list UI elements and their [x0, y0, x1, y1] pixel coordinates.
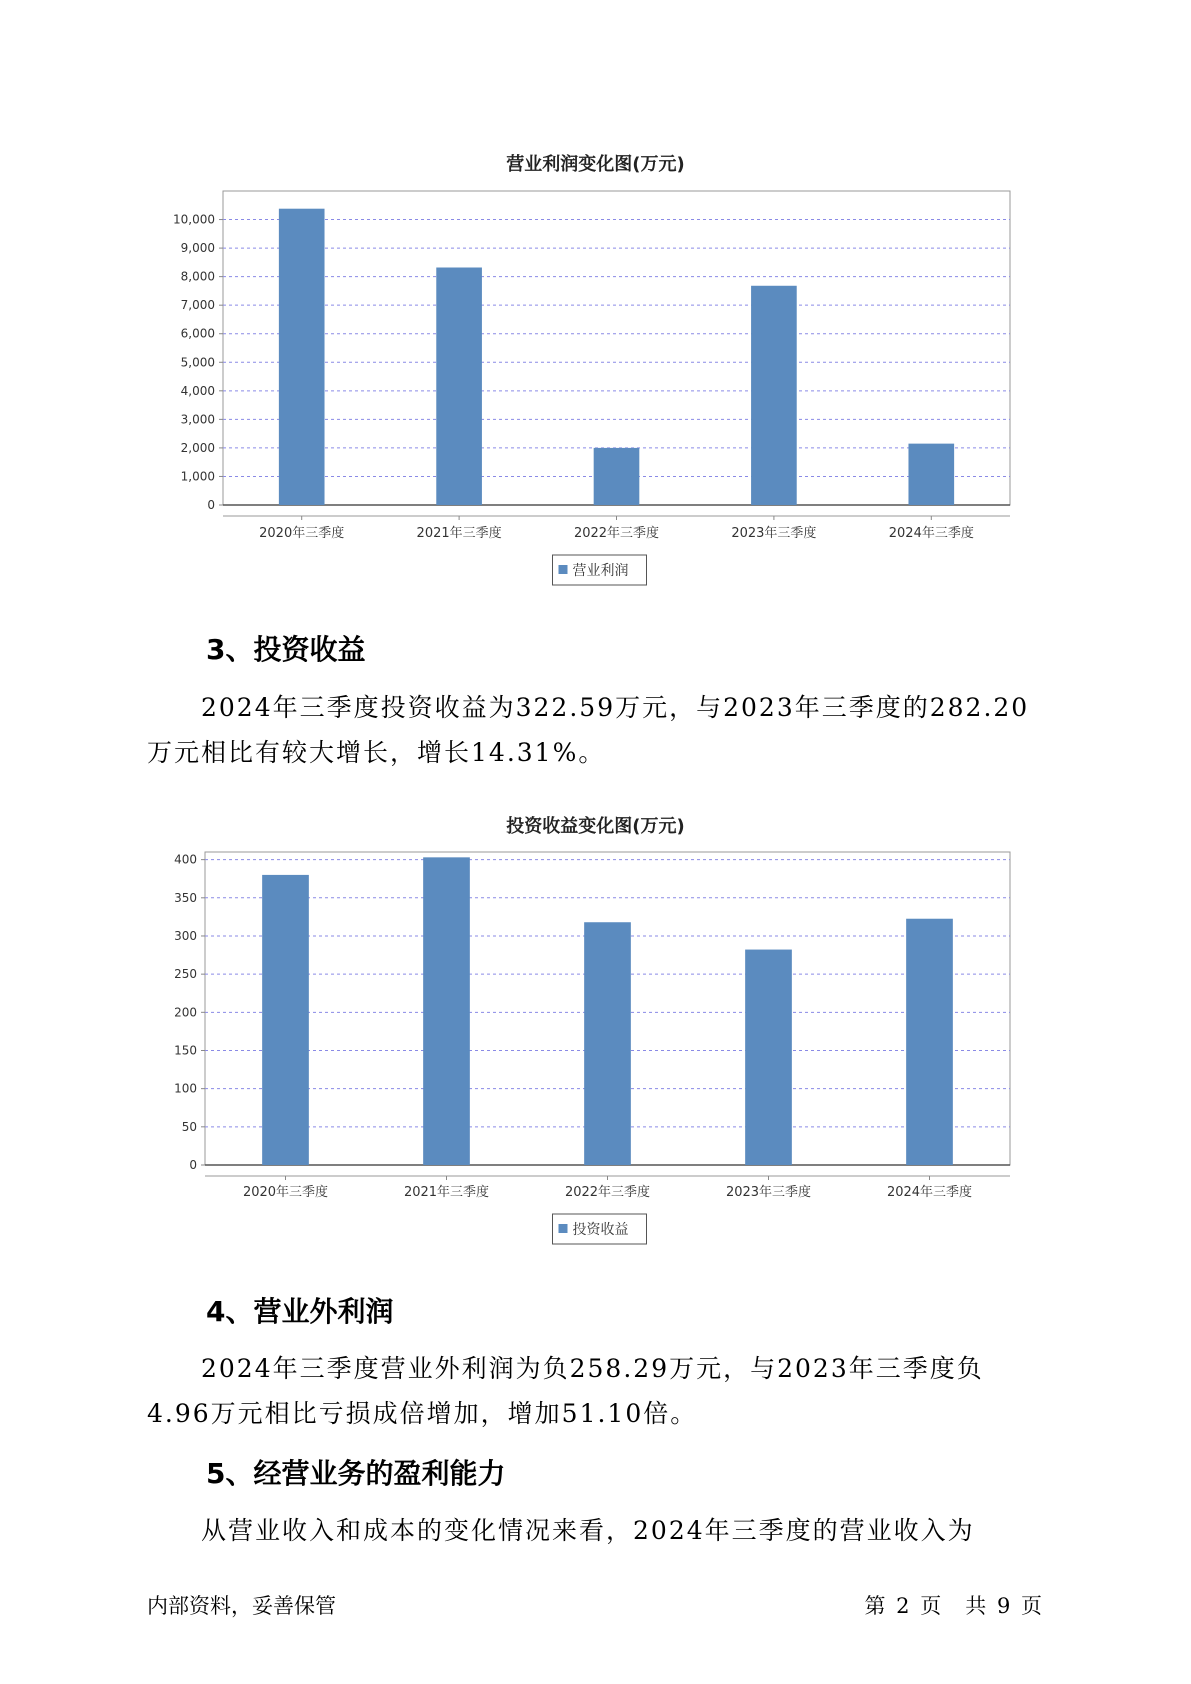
- y-tick-label: 250: [174, 967, 197, 982]
- x-tick-label: 2021年三季度: [403, 1185, 490, 1200]
- x-tick-label: 2020年三季度: [259, 526, 345, 541]
- y-tick-label: 5,000: [180, 355, 215, 370]
- y-tick-label: 1,000: [180, 469, 215, 484]
- y-tick-label: 8,000: [180, 269, 215, 284]
- bar: [262, 875, 309, 1165]
- y-tick-label: 6,000: [180, 326, 215, 341]
- page-current: 2: [896, 1594, 910, 1618]
- page-prefix: 第: [864, 1594, 886, 1618]
- y-tick-label: 400: [174, 852, 197, 867]
- y-tick-label: 300: [174, 928, 197, 943]
- y-tick-label: 4,000: [180, 383, 215, 398]
- x-tick-label: 2022年三季度: [573, 526, 660, 541]
- chart-title-operating-profit: 营业利润变化图(万元): [506, 154, 685, 175]
- paragraph-investment-income: 2024年三季度投资收益为322.59万元，与2023年三季度的282.20万元相比有较大增长，增长14.31%。: [147, 693, 1030, 767]
- legend-label: 投资收益: [572, 1222, 629, 1238]
- bar: [423, 857, 470, 1165]
- y-tick-label: 3,000: [180, 412, 215, 427]
- y-tick-label: 350: [174, 890, 197, 905]
- x-tick-label: 2022年三季度: [564, 1185, 651, 1200]
- footer-page-number: [862, 1590, 1044, 1620]
- bar: [584, 922, 631, 1165]
- section-heading-non-operating-profit: 4、营业外利润: [206, 1295, 394, 1328]
- y-tick-label: 10,000: [173, 212, 215, 227]
- paragraph-non-operating-profit: 2024年三季度营业外利润为负258.29万元，与2023年三季度负4.96万元相比亏损成倍增加，增加51.10倍。: [147, 1354, 984, 1428]
- x-tick-label: 2023年三季度: [731, 526, 817, 541]
- y-tick-label: 200: [174, 1005, 197, 1020]
- y-tick-label: 150: [174, 1043, 197, 1058]
- total-unit: 页: [1021, 1594, 1042, 1618]
- y-tick-label: 0: [189, 1158, 197, 1172]
- x-tick-label: 2024年三季度: [886, 1185, 973, 1200]
- footer-confidential-note: 内部资料，妥善保管: [147, 1594, 336, 1618]
- x-tick-label: 2020年三季度: [242, 1185, 329, 1200]
- section-heading-operating-profitability: 5、经营业务的盈利能力: [206, 1457, 506, 1490]
- bar: [906, 919, 953, 1165]
- y-tick-label: 100: [174, 1081, 197, 1096]
- x-tick-label: 2023年三季度: [725, 1185, 812, 1200]
- y-tick-label: 50: [181, 1119, 197, 1134]
- page-total: 9: [996, 1594, 1011, 1618]
- bar: [745, 950, 792, 1165]
- x-tick-label: 2024年三季度: [888, 526, 974, 541]
- legend-swatch: [559, 1224, 568, 1233]
- section-heading-investment-income: 3、投资收益: [206, 633, 366, 666]
- y-tick-label: 9,000: [180, 241, 215, 256]
- legend-label: 营业利润: [572, 563, 629, 579]
- page-unit: 页: [920, 1594, 942, 1618]
- x-tick-label: 2021年三季度: [416, 526, 502, 541]
- paragraph-operating-profitability: 从营业收入和成本的变化情况来看，2024年三季度的营业收入为: [201, 1516, 975, 1545]
- chart-title-investment-income: 投资收益变化图(万元): [506, 816, 685, 837]
- y-tick-label: 7,000: [180, 298, 215, 313]
- total-prefix: 共: [965, 1594, 987, 1618]
- y-tick-label: 2,000: [180, 440, 215, 455]
- y-tick-label: 0: [207, 498, 215, 512]
